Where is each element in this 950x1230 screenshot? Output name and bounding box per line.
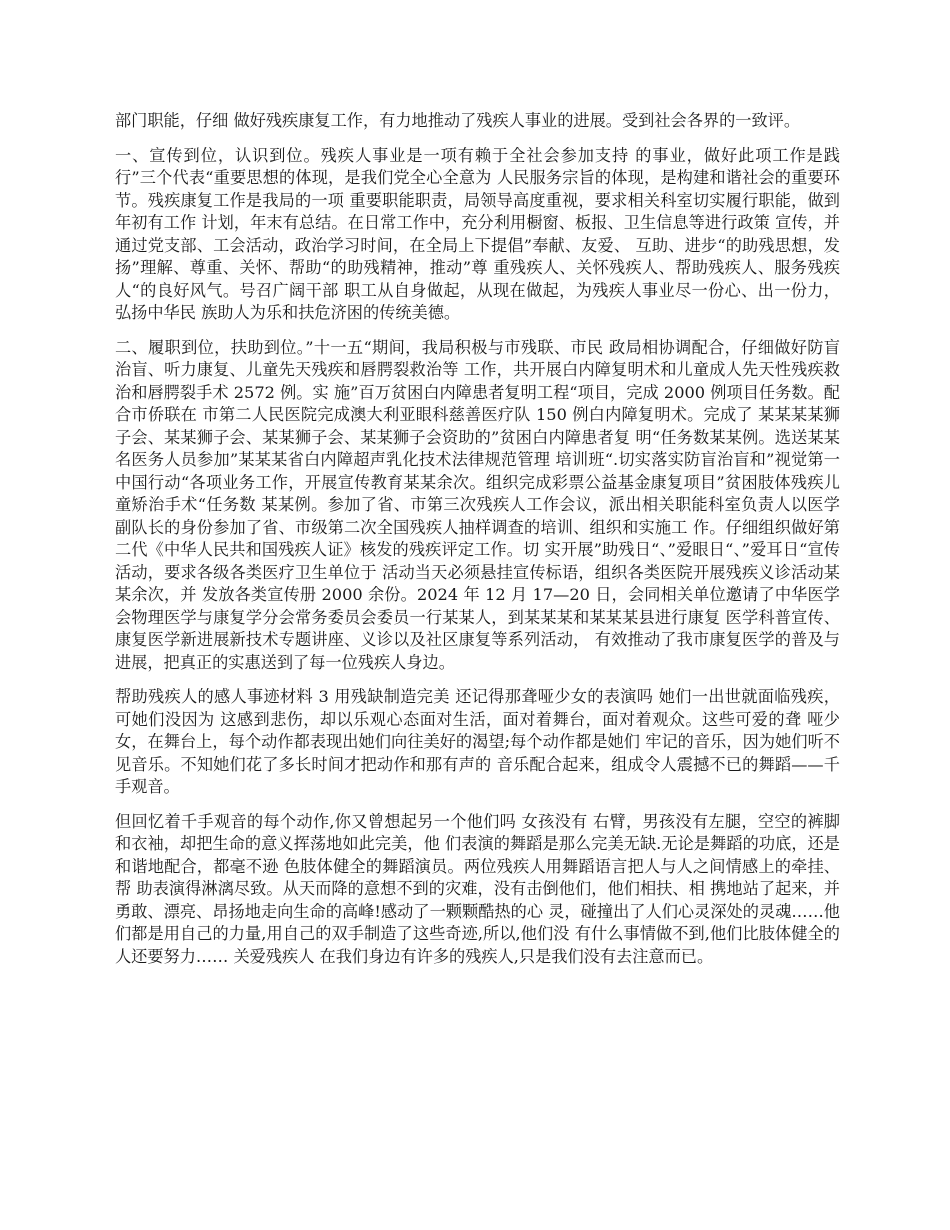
paragraph-story-dance: 帮助残疾人的感人事迹材料 3 用残缺制造完美 还记得那聋哑少女的表演吗 她们一出世就面临残疾，可她们没因为 这感到悲伤，却以乐观心态面对生活，面对着舞台，面对着观众。这些可爱的聋 哑少女，在舞台上，每个动作都表现出她们向往美好的渴望;每个动作都是她们 牢记的音乐，因为她们听不见音乐。不知她们花了多长时间才把动作和那有声的 音乐配合起来，组成令人震撼不已的舞蹈——千手观音。	[115, 687, 840, 796]
paragraph-duties: 二、履职到位，扶助到位。”十一五“期间，我局积极与市残联、市民 政局相协调配合，仔细做好防盲治盲、听力康复、儿童先天残疾和唇腭裂救治等 工作，共开展白内障复明术和儿童成人先天性残疾救治和唇腭裂手术 2572 例。实 施”百万贫困白内障患者复明工程“项目，完成 2000 例项目任务数。配合市侨联在 市第二人民医院完成澳大利亚眼科慈善医疗队 150 例白内障复明术。完成了 某某某某狮子会、某某狮子会、某某狮子会、某某狮子会资助的”贫困白内障患者复 明“任务数某某例。选送某某名医务人员参加”某某某省白内障超声乳化技术法律规范管理 培训班“.切实落实防盲治盲和”视觉第一中国行动“各项业务工作，开展宣传教育某某余次。组织完成彩票公益基金康复项目”贫困肢体残疾儿童矫治手术“任务数 某某例。参加了省、市第三次残疾人工作会议，派出相关职能科室负责人以医学 副队长的身份参加了省、市级第二次全国残疾人抽样调查的培训、组织和实施工 作。仔细组织做好第二代《中华人民共和国残疾人证》核发的残疾评定工作。切 实开展”助残日“、”爱眼日“、”爱耳日“宣传活动，要求各级各类医疗卫生单位于 活动当天必须悬挂宣传标语，组织各类医院开展残疾义诊活动某某余次，并 发放各类宣传册 2000 余份。2024 年 12 月 17—20 日，会同相关单位邀请了中华医学 会物理医学与康复学分会常务委员会委员一行某某人，到某某某和某某某县进行康复 医学科普宣传、康复医学新进展新技术专题讲座、义诊以及社区康复等系列活动， 有效推动了我市康复医学的普及与进展，把真正的实惠送到了每一位残疾人身边。	[115, 337, 840, 672]
paragraph-story-reflection: 但回忆着千手观音的每个动作,你又曾想起另一个他们吗 女孩没有 右臂，男孩没有左腿，空空的裤脚和衣袖，却把生命的意义挥荡地如此完美，他 们表演的舞蹈是那么完美无缺.无论是舞蹈的功底，还是和谐地配合，都毫不逊 色肢体健全的舞蹈演员。两位残疾人用舞蹈语言把人与人之间情感上的牵挂、帮 助表演得淋漓尽致。从天而降的意想不到的灾难，没有击倒他们，他们相扶、相 携地站了起来，并勇敢、漂亮、昂扬地走向生命的高峰!感动了一颗颗酷热的心 灵，碰撞出了人们心灵深处的灵魂……他们都是用自己的力量,用自己的双手制造了这些奇迹,所以,他们没 有什么事情做不到,他们比肢体健全的人还要努力…… 关爱残疾人 在我们身边有许多的残疾人,只是我们没有去注意而已。	[115, 811, 840, 966]
paragraph-publicity: 一、宣传到位，认识到位。残疾人事业是一项有赖于全社会参加支持 的事业，做好此项工作是践行”三个代表“重要思想的体现，是我们党全心全意为 人民服务宗旨的体现，是构建和谐社会的重要环节。残疾康复工作是我局的一项 重要职能职责，局领导高度重视，要求相关科室切实履行职能，做到年初有工作 计划，年末有总结。在日常工作中，充分利用橱窗、板报、卫生信息等进行政策 宣传，并通过党支部、工会活动，政治学习时间，在全局上下提倡”奉献、友爱、 互助、进步“的助残思想，发扬”理解、尊重、关怀、帮助“的助残精神，推动”尊 重残疾人、关怀残疾人、帮助残疾人、服务残疾人“的良好风气。号召广阔干部 职工从自身做起，从现在做起，为残疾人事业尽一份心、出一份力，弘扬中华民 族助人为乐和扶危济困的传统美德。	[115, 145, 840, 322]
document-body	[115, 110, 840, 980]
paragraph-intro: 部门职能，仔细 做好残疾康复工作，有力地推动了残疾人事业的进展。受到社会各界的一致评。	[115, 111, 801, 130]
